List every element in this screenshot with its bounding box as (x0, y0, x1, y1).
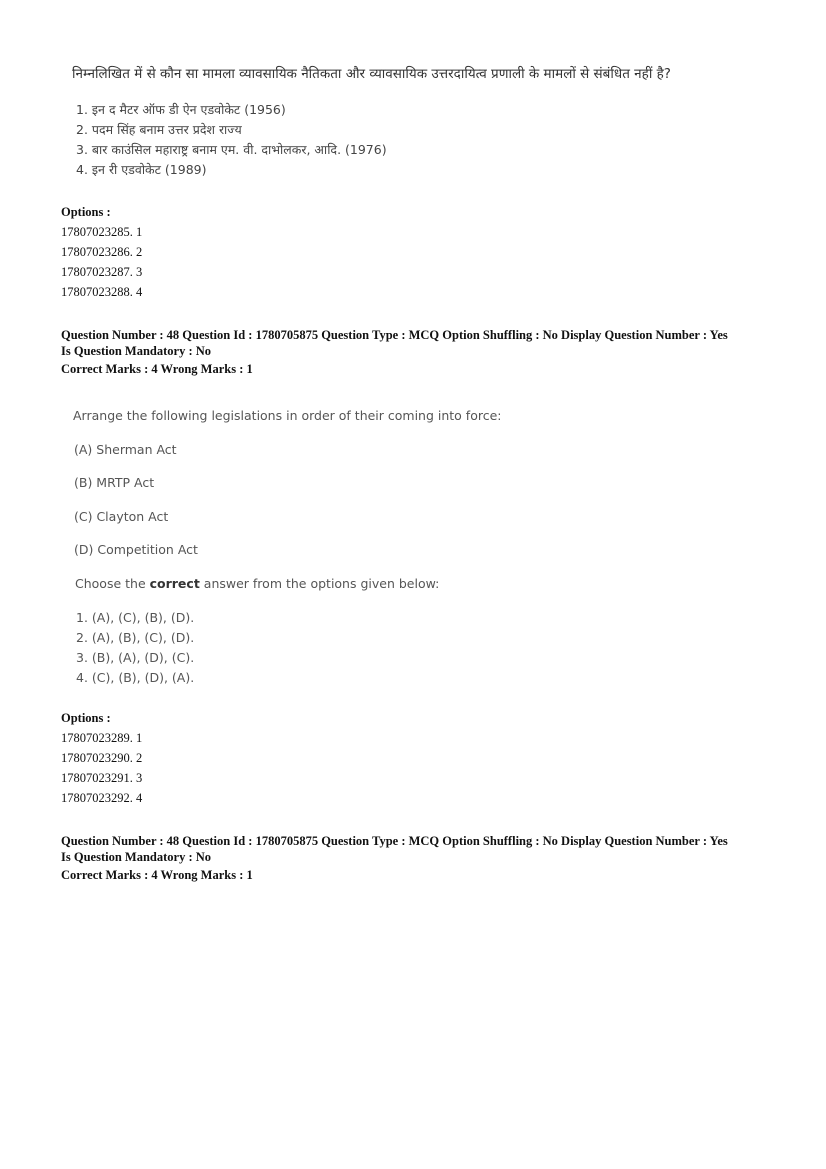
option-item: 17807023287. 3 (61, 265, 143, 279)
answer-choices (76, 608, 194, 688)
option-item: 17807023292. 4 (61, 791, 143, 805)
question-meta (61, 833, 728, 883)
question-intro: Arrange the following legislations in order of their coming into force: (73, 408, 502, 423)
question-meta-line: Question Number : 48 Question Id : 1780705875 Question Type : MCQ Option Shuffling : No Display Question Number : Yes (61, 328, 728, 342)
question-mandatory-line: Is Question Mandatory : No (61, 344, 212, 358)
legislation-item-a: (A) Sherman Act (74, 442, 177, 457)
list-item: 1. इन द मैटर ऑफ डी ऐन एडवोकेट (1956) (76, 102, 286, 117)
legislation-item-d: (D) Competition Act (74, 542, 198, 557)
question-meta-line: Question Number : 48 Question Id : 1780705875 Question Type : MCQ Option Shuffling : No Display Question Number : Yes (61, 834, 728, 848)
options-list (61, 222, 142, 302)
list-item: 3. बार काउंसिल महाराष्ट्र बनाम एम. वी. दाभोलकर, आदि. (1976) (76, 142, 387, 157)
question-marks-line: Correct Marks : 4 Wrong Marks : 1 (61, 868, 253, 882)
options-label: Options : (61, 711, 111, 725)
list-item: 2. पदम सिंह बनाम उत्तर प्रदेश राज्य (76, 122, 242, 137)
answer-choice: 4. (C), (B), (D), (A). (76, 670, 195, 685)
answer-choice: 3. (B), (A), (D), (C). (76, 650, 195, 665)
answer-choice: 1. (A), (C), (B), (D). (76, 610, 195, 625)
list-item: 4. इन री एडवोकेट (1989) (76, 162, 207, 177)
option-item: 17807023290. 2 (61, 751, 143, 765)
choose-instruction: Choose the correct answer from the options given below: (75, 576, 440, 591)
option-item: 17807023291. 3 (61, 771, 143, 785)
option-item: 17807023286. 2 (61, 245, 143, 259)
answer-choice: 2. (A), (B), (C), (D). (76, 630, 195, 645)
option-item: 17807023289. 1 (61, 731, 143, 745)
hindi-question-text: निम्नलिखित में से कौन सा मामला व्यावसायिक नैतिकता और व्यावसायिक उत्तरदायित्व प्रणाली के मामलों से संबंधित नहीं है? (72, 66, 671, 82)
correct-emphasis: correct (149, 576, 200, 591)
options-list (61, 728, 142, 808)
options-label: Options : (61, 205, 111, 219)
legislation-item-b: (B) MRTP Act (74, 475, 155, 490)
option-item: 17807023285. 1 (61, 225, 143, 239)
question-meta (61, 327, 728, 377)
hindi-case-list (76, 100, 387, 180)
legislation-item-c: (C) Clayton Act (74, 509, 169, 524)
question-marks-line: Correct Marks : 4 Wrong Marks : 1 (61, 362, 253, 376)
question-mandatory-line: Is Question Mandatory : No (61, 850, 212, 864)
option-item: 17807023288. 4 (61, 285, 143, 299)
